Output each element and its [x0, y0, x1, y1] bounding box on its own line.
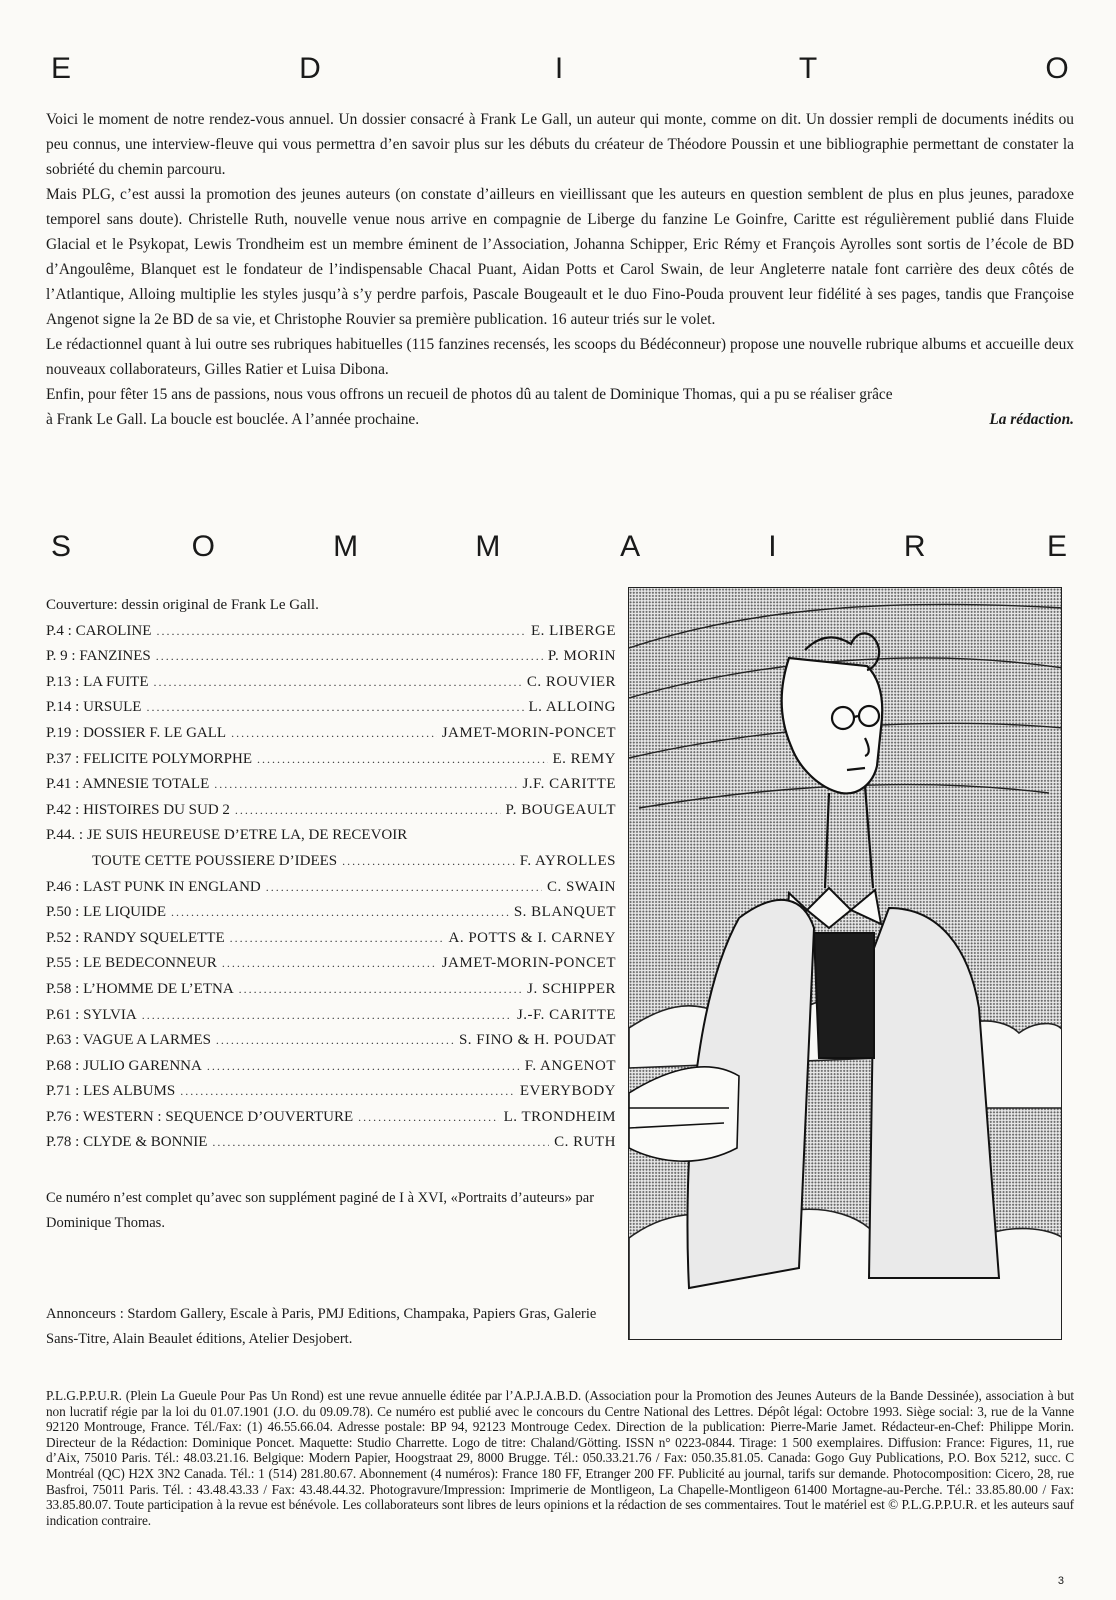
edito-text: [46, 107, 1074, 432]
toc-author: J.-F. CARITTE: [516, 1006, 616, 1023]
edito-paragraph: Le rédactionnel quant à lui outre ses rubriques habituelles (115 fanzines recensés, les scoops du Bédéconneur) propose une nouvelle rubrique albums et accueille deux nouveaux collaborateurs, Gilles Ratier et Luisa Dibona.: [46, 336, 1074, 378]
toc-author: J.F. CARITTE: [522, 776, 616, 793]
toc-entry-long[interactable]: [46, 823, 616, 849]
toc-entry[interactable]: [46, 1079, 616, 1105]
toc-title: P.68 : JULIO GARENNA: [46, 1057, 202, 1074]
toc-leader: [207, 1054, 520, 1080]
cover-credit: Couverture: dessin original de Frank Le Gall.: [46, 597, 319, 613]
toc-title: P.37 : FELICITE POLYMORPHE: [46, 750, 253, 767]
toc-title: P.55 : LE BEDECONNEUR: [46, 955, 217, 972]
edito-signature: La rédaction.: [989, 411, 1074, 428]
toc-author: EVERYBODY: [519, 1083, 616, 1100]
toc-title: P.19 : DOSSIER F. LE GALL: [46, 724, 227, 741]
heading-letter: I: [768, 530, 777, 563]
toc-entry[interactable]: [46, 644, 616, 670]
toc-entry[interactable]: [46, 1105, 616, 1131]
table-of-contents: [46, 593, 616, 1156]
toc-entry[interactable]: [46, 695, 616, 721]
advertisers-note: Annonceurs : Stardom Gallery, Escale à Paris, PMJ Editions, Champaka, Papiers Gras, Galerie Sans-Titre, Alain Beaulet éditions, Atelier Desjobert.: [46, 1306, 597, 1347]
toc-author: S. BLANQUET: [513, 904, 616, 921]
edito-paragraph: Voici le moment de notre rendez-vous annuel. Un dossier consacré à Frank Le Gall, un auteur qui monte, comme on dit. Un dossier rempli de documents inédits ou peu connus, une interview-fleuve qui vous permettra d’en savoir plus sur les débuts du créateur de Théodore Poussin et une bibliographie permettant de constater la sobriété du chemin parcouru.: [46, 111, 1074, 178]
toc-title: P.13 : LA FUITE: [46, 673, 149, 690]
toc-author: F. AYROLLES: [519, 852, 616, 869]
toc-title: P.61 : SYLVIA: [46, 1006, 137, 1023]
heading-letter: M: [333, 530, 359, 563]
toc-entry[interactable]: [46, 926, 616, 952]
toc-author: C. SWAIN: [546, 878, 616, 895]
toc-leader: [214, 772, 517, 798]
toc-title: P.58 : L’HOMME DE L’ETNA: [46, 980, 234, 997]
toc-author: JAMET-MORIN-PONCET: [441, 724, 616, 741]
toc-title: P.46 : LAST PUNK IN ENGLAND: [46, 878, 261, 895]
toc-author: A. POTTS & I. CARNEY: [448, 929, 616, 946]
toc-entry[interactable]: [46, 1003, 616, 1029]
heading-letter: M: [475, 530, 501, 563]
edito-paragraph: Mais PLG, c’est aussi la promotion des jeunes auteurs (on constate d’ailleurs en vieillissant que les auteurs en question semblent de plus en plus jeunes, paradoxe temporel sans doute). Christelle Ruth, nouvelle venue nous arrive en compagnie de Liberge du fanzine Le Goinfre, Caritte est régulièrement publié dans Fluide Glacial et le Psykopat, Lewis Trondheim est un membre éminent de l’Association, Johanna Schipper, Eric Rémy et François Ayrolles sont sortis de l’école de BD d’Angoulême, Blanquet est le fondateur de l’indispensable Chacal Puant, Aidan Potts et Carol Swain, de leur Angleterre natale font carrière des deux côtés de l’Atlantique, Alloing multiplie les styles jusqu’à s’y perdre parfois, Pascale Bougeault et le duo Fino-Pouda prouvent leur fidélité à ses pages, tandis que Françoise Angenot signe la 2e BD de sa vie, et Christophe Rouvier sa première publication. 16 auteur triés sur le volet.: [46, 186, 1074, 328]
toc-entry[interactable]: [46, 747, 616, 773]
toc-author: S. FINO & H. POUDAT: [458, 1032, 616, 1049]
toc-leader: [342, 849, 515, 875]
toc-leader: [222, 951, 437, 977]
heading-letter: I: [554, 52, 564, 85]
toc-entry[interactable]: [46, 951, 616, 977]
toc-leader: [230, 926, 444, 952]
toc-title: P.42 : HISTOIRES DU SUD 2: [46, 801, 230, 818]
toc-author: C. RUTH: [554, 1134, 616, 1151]
toc-leader: [146, 695, 523, 721]
toc-entry[interactable]: [46, 1054, 616, 1080]
toc-entry[interactable]: [46, 670, 616, 696]
toc-author: P. MORIN: [547, 648, 616, 665]
heading-letter: E: [50, 52, 71, 85]
toc-leader: [156, 644, 543, 670]
toc-entry[interactable]: [46, 1028, 616, 1054]
toc-title: P.71 : LES ALBUMS: [46, 1083, 176, 1100]
toc-entry[interactable]: [46, 875, 616, 901]
toc-entry[interactable]: [46, 619, 616, 645]
toc-leader: [266, 875, 542, 901]
toc-leader: [180, 1079, 515, 1105]
toc-leader: [142, 1003, 512, 1029]
toc-leader: [257, 747, 547, 773]
toc-leader: [235, 798, 501, 824]
toc-leader: [231, 721, 437, 747]
toc-author: C. ROUVIER: [526, 673, 616, 690]
toc-title: P.78 : CLYDE & BONNIE: [46, 1134, 208, 1151]
toc-title: P.63 : VAGUE A LARMES: [46, 1032, 211, 1049]
toc-author: E. LIBERGE: [531, 622, 616, 639]
toc-leader: [171, 900, 509, 926]
toc-title: P.4 : CAROLINE: [46, 622, 152, 639]
toc-entry[interactable]: [46, 772, 616, 798]
edito-paragraph: Enfin, pour fêter 15 ans de passions, nous vous offrons un recueil de photos dû au talent de Dominique Thomas, qui a pu se réaliser grâce: [46, 386, 893, 403]
toc-leader: [154, 670, 522, 696]
edito-heading: [46, 52, 1072, 86]
toc-author: F. ANGENOT: [524, 1057, 616, 1074]
heading-letter: A: [620, 530, 641, 563]
toc-title: P. 9 : FANZINES: [46, 648, 151, 665]
toc-title: P.76 : WESTERN : SEQUENCE D’OUVERTURE: [46, 1108, 354, 1125]
colophon: P.L.G.P.P.U.R. (Plein La Gueule Pour Pas Un Rond) est une revue annuelle éditée par l’A.P.J.A.B.D. (Association pour la Promotion des Jeunes Auteurs de la Bande Dessinée), association à but non lucratif régie par la loi du 01.07.1901 (J.O. du 09.09.78). Ce numéro est publié avec le concours du Centre National des Lettres. Dépôt légal: Octobre 1993. Siège social: 3, rue de la Vanne 92120 Montrouge, France. Tél./Fax: (1) 46.55.66.04. Adresse postale: BP 94, 92123 Montrouge Cedex. Direction de la publication: Pierre-Marie Jamet. Rédacteur-en-Chef: Philippe Morin. Directeur de la Rédaction: Dominique Poncet. Maquette: Studio Charrette. Logo de titre: Chaland/Götting. ISSN n° 0223-0844. Tirage: 1 500 exemplaires. Diffusion: France: Figures, 11, rue d’Aix, 75010 Paris. Tél.: 48.03.21.16. Belgique: Modern Papier, Hoogstraat 29, 8000 Brugge. Tél.: 050.33.21.76 / Fax: 050.35.81.05. Canada: Gogo Guy Publications, P.O. Box 5212, succ. C Montréal (QC) H2X 3N2 Canada. Tél.: 1 (514) 281.80.67. Abonnement (4 numéros): France 180 FF, Etranger 200 FF. Publicité au journal, tarifs sur demande. Photocomposition: Cicero, 28, rue Basfroi, 75011 Paris. Tél. : 43.48.43.33 / Fax: 43.48.44.32. Photogravure/Impression: Imprimerie de Montligeon, La Chapelle-Montligeon 61400 Mortagne-au-Perche. Tél.: 33.85.80.00 / Fax: 33.85.80.07. Toute participation à la revue est bénévole. Les collaborateurs sont libres de leurs opinions et la rédaction de ses commentaires. Tout le matériel est © P.L.G.P.P.U.R. et les auteurs sauf indication contraire.: [46, 1388, 1074, 1528]
toc-author: E. REMY: [552, 750, 616, 767]
edito-closing: [46, 407, 1074, 432]
toc-entry[interactable]: [46, 977, 616, 1003]
toc-entry-continuation[interactable]: [46, 849, 616, 875]
heading-letter: O: [191, 530, 215, 563]
toc-title: P.41 : AMNESIE TOTALE: [46, 776, 210, 793]
toc-title: P.14 : URSULE: [46, 699, 142, 716]
toc-leader: [239, 977, 522, 1003]
toc-entry[interactable]: [46, 900, 616, 926]
toc-entry[interactable]: [46, 1130, 616, 1156]
toc-title: P.50 : LE LIQUIDE: [46, 904, 166, 921]
cover-illustration: [628, 587, 1062, 1340]
character-drawing: [629, 588, 1062, 1340]
sommaire-heading: [46, 530, 1072, 564]
toc-title: P.44. : JE SUIS HEUREUSE D’ETRE LA, DE RECEVOIR: [46, 827, 408, 844]
heading-letter: E: [1046, 530, 1067, 563]
heading-letter: D: [299, 52, 321, 85]
toc-leader: [358, 1105, 498, 1131]
page-number: 3: [1057, 1575, 1064, 1587]
toc-author: JAMET-MORIN-PONCET: [441, 955, 616, 972]
toc-leader: [212, 1130, 549, 1156]
toc-title: P.52 : RANDY SQUELETTE: [46, 929, 225, 946]
toc-title-continued: TOUTE CETTE POUSSIERE D’IDEES: [92, 852, 338, 869]
supplement-note: Ce numéro n’est complet qu’avec son supplément paginé de I à XVI, «Portraits d’auteurs» par Dominique Thomas.: [46, 1190, 595, 1231]
toc-author: P. BOUGEAULT: [505, 801, 616, 818]
heading-letter: T: [798, 52, 818, 85]
toc-leader: [156, 619, 526, 645]
toc-entry[interactable]: [46, 798, 616, 824]
toc-author: L. ALLOING: [528, 699, 616, 716]
toc-leader: [216, 1028, 454, 1054]
toc-author: J. SCHIPPER: [527, 980, 616, 997]
toc-author: L. TRONDHEIM: [503, 1108, 616, 1125]
heading-letter: O: [1045, 52, 1069, 85]
toc-entry[interactable]: [46, 721, 616, 747]
edito-closing-text: à Frank Le Gall. La boucle est bouclée. A l’année prochaine.: [46, 411, 420, 428]
heading-letter: R: [903, 530, 926, 563]
heading-letter: S: [50, 530, 71, 563]
